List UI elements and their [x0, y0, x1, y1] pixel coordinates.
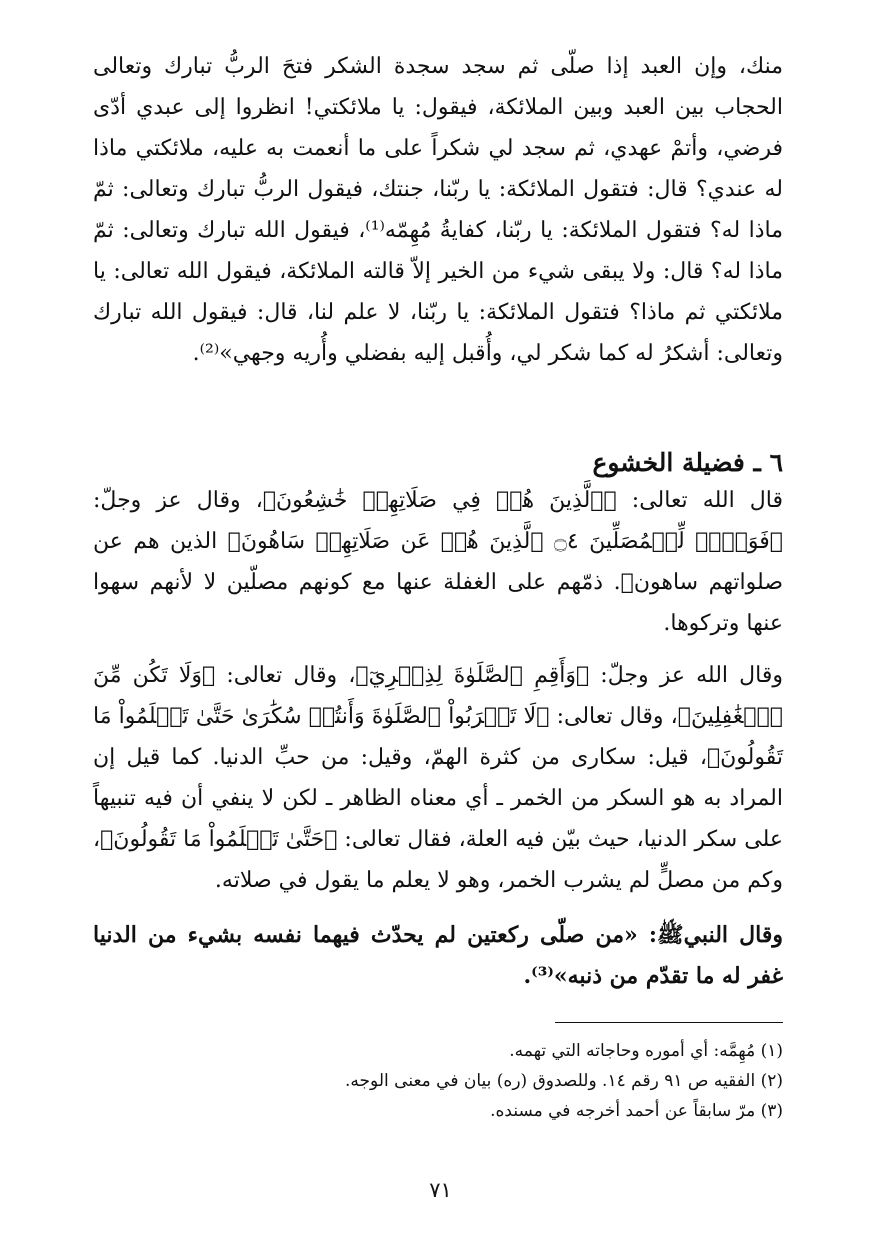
paragraph-text: وقال النبيﷺ: «من صلّى ركعتين لم يحدّث فيهما نفسه بشيء من الدنيا غفر له ما تقدّم من ذنبه»⁽³⁾.	[93, 922, 783, 989]
body-paragraph-3	[93, 655, 783, 901]
paragraph-text: منك، وإن العبد إذا صلّى ثم سجد سجدة الشكر فتحَ الربُّ تبارك وتعالى الحجاب بين العبد وبين الملائكة، فيقول: يا ملائكتي! انظروا إلى عبدي أدّى فرضي، وأتمْ عهدي، ثم سجد لي شكراً على ما أنعمت به عليه، ملائكتي ماذا له عندي؟ قال: فتقول الملائكة: يا ربّنا، جنتك، فيقول الربُّ تبارك وتعالى: ثمّ ماذا له؟ فتقول الملائكة: يا ربّنا، كفايةُ مُهِمّه⁽¹⁾، فيقول الله تبارك وتعالى: ثمّ ماذا له؟ قال: ولا يبقى شيء من الخير إلاّ قالته الملائكة، فيقول الله تعالى: يا ملائكتي ثم ماذا؟ فتقول الملائكة: يا ربّنا، لا علم لنا، قال: فيقول الله تبارك وتعالى: أشكرُ له كما شكر لي، وأُقبل إليه بفضلي وأُريه وجهي»⁽²⁾.	[93, 54, 783, 366]
body-paragraph-4	[93, 915, 783, 997]
body-paragraph-2	[93, 480, 783, 644]
page-number: ٧١	[429, 1178, 452, 1202]
footnote-separator	[555, 1022, 783, 1023]
footnote-2: (٢) الفقيه ص ٩١ رقم ١٤. وللصدوق (ره) بيان في معنى الوجه.	[345, 1071, 783, 1091]
section-heading: ٦ ـ فضيلة الخشوع	[592, 448, 783, 477]
footnote-3: (٣) مرّ سابقاً عن أحمد أخرجه في مسنده.	[490, 1101, 783, 1121]
footnote-1: (١) مُهِمَّه: أي أموره وحاجاته التي تهمه.	[509, 1041, 783, 1061]
paragraph-text: قال الله تعالى: ﴿ٱلَّذِينَ هُمۡ فِي صَلَاتِهِمۡ خَٰشِعُونَ﴾، وقال عز وجلّ: ﴿فَوَيۡلٞ لِّلۡمُصَلِّينَ ۝٤ ٱلَّذِينَ هُمۡ عَن صَلَاتِهِمۡ سَاهُونَ﴾ الذين هم عن صلواتهم ساهون﴾. ذمّهم على الغفلة عنها مع كونهم مصلّين لا لأنهم سهوا عنها وتركوها.	[93, 488, 784, 636]
body-paragraph-1	[93, 46, 783, 374]
paragraph-text: وقال الله عز وجلّ: ﴿وَأَقِمِ ٱلصَّلَوٰةَ لِذِكۡرِيٓ﴾، وقال تعالى: ﴿وَلَا تَكُن مِّنَ ٱلۡغَٰفِلِينَ﴾، وقال تعالى: ﴿لَا تَقۡرَبُواْ ٱلصَّلَوٰةَ وَأَنتُمۡ سُكَٰرَىٰ حَتَّىٰ تَعۡلَمُواْ مَا تَقُولُونَ﴾، قيل: سكارى من كثرة الهمّ، وقيل: من حبِّ الدنيا. كما قيل إن المراد به هو السكر من الخمر ـ أي معناه الظاهر ـ لكن لا ينفي أن فيه تنبيهاً على سكر الدنيا، حيث بيّن فيه العلة، فقال تعالى: ﴿حَتَّىٰ تَعۡلَمُواْ مَا تَقُولُونَ﴾، وكم من مصلٍّ لم يشرب الخمر، وهو لا يعلم ما يقول في صلاته.	[93, 663, 783, 893]
footnotes	[93, 1036, 783, 1126]
